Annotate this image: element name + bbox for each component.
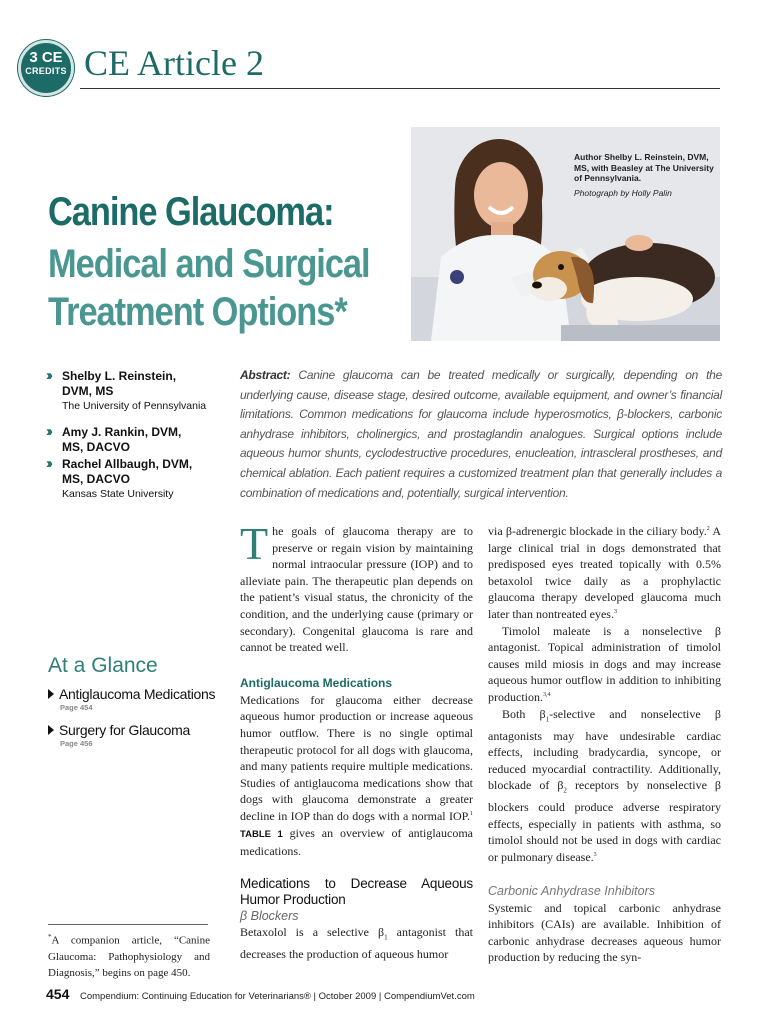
double-chevron-icon: ›› [46, 455, 50, 472]
abstract [240, 366, 722, 503]
body-column-1 [240, 518, 473, 962]
medications-text-end: gives an overview of antiglaucoma medications. [240, 825, 473, 859]
author-credentials: DVM, MS [62, 384, 114, 398]
glance-item-label: Antiglaucoma Medications [59, 686, 216, 702]
paragraph-text: Timolol maleate is a nonselective β antagonist. Topical administration of timolol causes mild miosis in dogs and may increase aqueous humor outflow in addition to inhibiting production. [488, 623, 721, 704]
table-reference[interactable]: TABLE 1 [240, 828, 283, 840]
caption-text: Author Shelby L. Reinstein, DVM, MS, with Beasley at The University of Pennsylvania. [574, 152, 714, 183]
author-name: Shelby L. Reinstein, [62, 369, 177, 383]
author-list [46, 369, 226, 513]
paragraph-text: A large clinical trial in dogs demonstrated that predisposed eyes treated topically with 0.5% betaxolol twice daily as a prophylactic glaucoma therapy developed glaucoma much later than nontreated eyes. [488, 524, 721, 621]
page-footer [46, 986, 475, 1002]
badge-credits-label: CREDITS [25, 66, 67, 76]
betaxolol-text: Betaxolol is a selective β [240, 924, 385, 939]
header-divider [80, 88, 720, 89]
article-subtitle [48, 240, 370, 336]
glance-item-surgery[interactable] [48, 722, 218, 748]
author-entry [46, 457, 226, 501]
citation: 3 [593, 852, 597, 859]
double-chevron-icon: ›› [46, 423, 50, 440]
citation: 3,4 [543, 691, 551, 698]
intro-text: he goals of glaucoma therapy are to preserve or regain vision by maintaining normal intraocular pressure (IOP) and to alleviate pain. The therapeutic plan depends on the patient’s visual status, the chronicity of the condition, and the underlying cause (primary or secondary). Congenital glaucoma is rare and cannot be treated well. [240, 524, 473, 655]
footer-text: Compendium: Continuing Education for Veterinarians® | October 2009 | CompendiumVet.com [80, 991, 475, 1002]
author-credentials: MS, DACVO [62, 472, 131, 486]
intro-paragraph [240, 518, 473, 656]
footnote-divider [48, 924, 208, 925]
double-chevron-icon: ›› [46, 367, 50, 384]
citation: 1 [470, 810, 473, 817]
subheading-cai: Carbonic Anhydrase Inhibitors [488, 883, 655, 898]
citation: 3 [613, 608, 617, 615]
paragraph-text: via β-adrenergic blockade in the ciliary body. [488, 524, 707, 538]
cai-paragraph: Systemic and topical carbonic anhydrase inhibitors (CAIs) are available. Inhibition of carbonic anhydrase decreases aqueous humor production by reducing the syn- [488, 900, 721, 965]
betaxolol-paragraph [240, 924, 473, 963]
section-heading-medications: Antiglaucoma Medications [240, 675, 393, 690]
subscript: 2 [563, 786, 567, 795]
author-credentials: MS, DACVO [62, 440, 131, 454]
paragraph-text: receptors by nonselective β blockers could produce adverse respiratory effects, especially in patients with asthma, so timolol should not be used in dogs with cardiac or pulmonary disease. [488, 778, 722, 865]
betaxolol-text-end: antagonist that decreases the production of aqueous humor [240, 924, 473, 961]
footnote-text: A companion article, “Canine Glaucoma: Pathophysiology and Diagnosis,” begins on page 450. [48, 934, 210, 979]
article-title: Canine Glaucoma: [48, 190, 334, 234]
photo-caption [574, 152, 714, 198]
triangle-bullet-icon [48, 725, 54, 735]
subheading-beta-blockers: β Blockers [240, 908, 299, 923]
section-title: CE Article 2 [84, 43, 264, 83]
medications-paragraph [240, 692, 473, 860]
author-affiliation: The University of Pennsylvania [62, 400, 207, 412]
author-name: Rachel Allbaugh, DVM, [62, 457, 193, 471]
subscript: 1 [545, 714, 550, 723]
medications-text: Medications for glaucoma either decrease aqueous humor production or increase aqueous humor outflow. There is no single optimal therapeutic protocol for all dogs with glaucoma, and many patients require multiple medications. Studies of antiglaucoma medications show that dogs with glaucoma demonstrate a greater decline in IOP than do dogs with a normal IOP. [240, 692, 473, 823]
author-affiliation: Kansas State University [62, 488, 174, 500]
badge-credits-count: 3 CE [29, 49, 63, 66]
author-name: Amy J. Rankin, DVM, [62, 425, 182, 439]
subheading-decrease-production: Medications to Decrease Aqueous Humor Production [240, 875, 473, 907]
page-number: 454 [46, 986, 70, 1002]
footnote [48, 929, 210, 981]
glance-item-page: Page 454 [60, 703, 93, 712]
author-entry [46, 425, 226, 455]
abstract-text: Canine glaucoma can be treated medically or surgically, depending on the underlying cause, disease stage, desired outcome, available equipment, and owner’s financial limitations. Common medications for glaucoma include hyperosmotics, β-blockers, carbonic anhydrase inhibitors, cholinergics, and prostaglandin analogues. Surgical options include aqueous humor shunts, cyclodestructive procedures, enucleation, intrascleral prostheses, and chemical ablation. Each patient requires a customized treatment plan that generally includes a combination of medications and, potentially, surgical intervention. [240, 368, 722, 500]
cardiac-effects-paragraph [488, 706, 721, 866]
abstract-label: Abstract: [240, 368, 291, 382]
at-a-glance-list [48, 686, 218, 758]
subscript: 1 [384, 933, 388, 942]
photo-credit: Photograph by Holly Palin [574, 187, 672, 198]
author-entry [46, 369, 226, 413]
body-column-2 [488, 523, 721, 966]
glance-item-label: Surgery for Glaucoma [59, 722, 190, 738]
drop-cap: T [240, 518, 269, 569]
citation: 2 [706, 526, 710, 532]
ce-credits-badge [18, 40, 74, 96]
footnote-mark: * [48, 933, 52, 941]
at-a-glance-title: At a Glance [48, 654, 158, 677]
betaxolol-continued [488, 523, 721, 623]
glance-item-medications[interactable] [48, 686, 218, 712]
paragraph-text: Both β [502, 706, 546, 721]
timolol-paragraph [488, 623, 721, 706]
subtitle-line-1: Medical and Surgical [48, 242, 370, 286]
triangle-bullet-icon [48, 689, 54, 699]
subtitle-line-2: Treatment Options* [48, 290, 347, 334]
paragraph-text: -selective and nonselective β antagonists may have undesirable cardiac effects, including bradycardia, syncope, or reduced myocardial contractility. Additionally, blockade of β [488, 706, 721, 793]
glance-item-page: Page 456 [60, 739, 93, 748]
